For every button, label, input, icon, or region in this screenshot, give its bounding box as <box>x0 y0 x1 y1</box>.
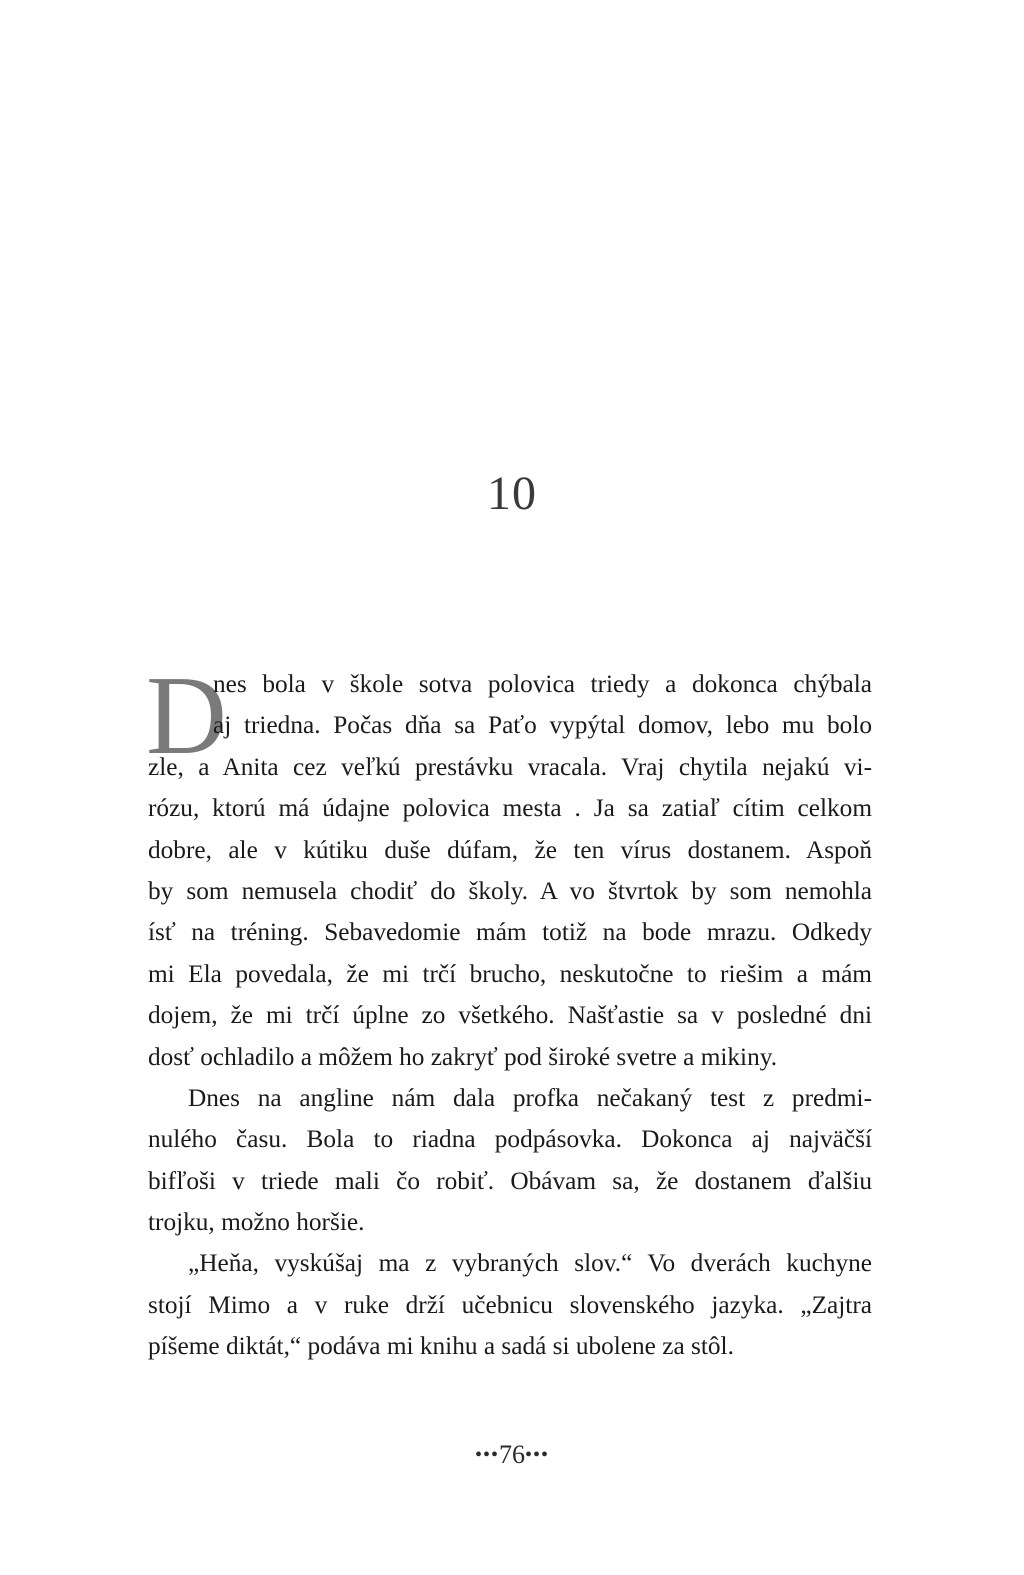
text-line: zle, a Anita cez veľkú prestávku vracala. Vraj chytila nejakú vi- <box>148 752 872 781</box>
text-line: Dnes na angline nám dala profka nečakaný test z predmi- <box>188 1083 872 1112</box>
text-line: dojem, že mi trčí úplne zo všetkého. Našťastie sa v posledné dni <box>148 1001 872 1030</box>
text-line: dobre, ale v kútiku duše dúfam, že ten vírus dostanem. Aspoň <box>148 835 872 864</box>
text-line: nulého času. Bola to riadna podpásovka. Dokonca aj najväčší <box>148 1125 872 1154</box>
text-line: bifľoši v triede mali čo robiť. Obávam sa, že dostanem ďalšiu <box>148 1166 872 1195</box>
right-ornament: ••• <box>525 1444 550 1466</box>
chapter-number: 10 <box>487 467 537 520</box>
page-number: 76 <box>499 1440 525 1469</box>
text-line: nes bola v škole sotva polovica triedy a dokonca chýbala <box>213 670 872 698</box>
page-number-footer <box>0 1440 1024 1470</box>
text-line: stojí Mimo a v ruke drží učebnicu slovenského jazyka. „Zajtra <box>148 1290 872 1319</box>
text-line: ísť na tréning. Sebavedomie mám totiž na bode mrazu. Odkedy <box>148 918 872 947</box>
text-line: aj triedna. Počas dňa sa Paťo vypýtal domov, lebo mu bolo <box>213 711 872 740</box>
drop-cap: D <box>146 654 227 778</box>
text-line: píšeme diktát,“ podáva mi knihu a sadá si ubolene za stôl. <box>148 1332 734 1361</box>
text-line: dosť ochladilo a môžem ho zakryť pod široké svetre a mikiny. <box>148 1042 778 1071</box>
text-line: mi Ela povedala, že mi trčí brucho, neskutočne to riešim a mám <box>148 959 872 988</box>
paragraph-3 <box>148 1243 872 1367</box>
text-line: by som nemusela chodiť do školy. A vo štvrtok by som nemohla <box>148 876 872 905</box>
text-line: trojku, možno horšie. <box>148 1208 365 1237</box>
text-line: rózu, ktorú má údajne polovica mesta . Ja sa zatiaľ cítim celkom <box>148 794 872 823</box>
text-line: „Heňa, vyskúšaj ma z vybraných slov.“ Vo dverách kuchyne <box>188 1249 872 1278</box>
body-text <box>148 664 872 1368</box>
paragraph-2 <box>148 1078 872 1244</box>
left-ornament: ••• <box>474 1444 499 1466</box>
paragraph-1 <box>148 664 872 1078</box>
